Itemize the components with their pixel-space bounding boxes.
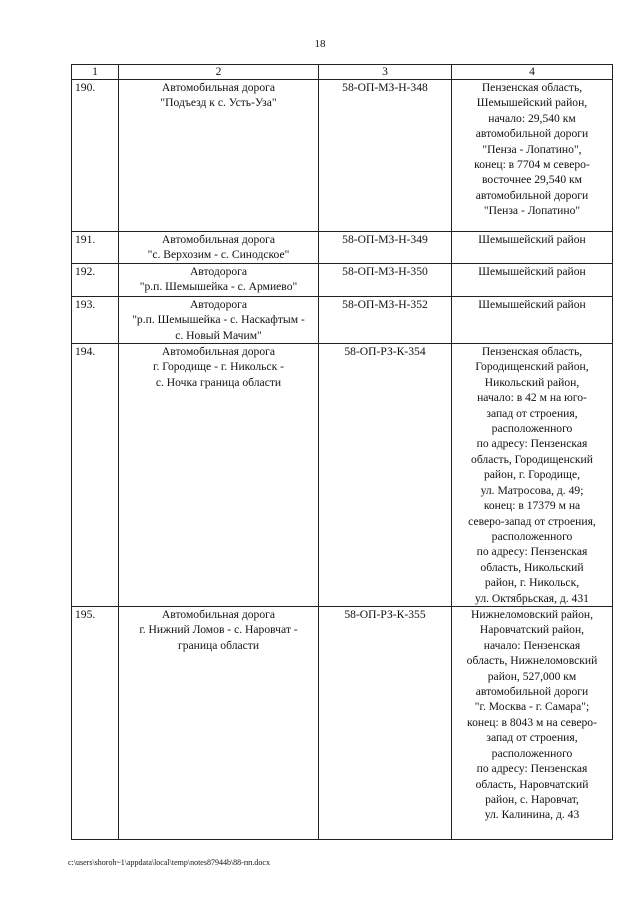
road-location-line: расположенного (491, 422, 573, 436)
road-name-line: Автомобильная дорога (161, 233, 276, 246)
road-location-line: Шемышейский район (478, 264, 586, 278)
header-cell-4: 4 (452, 65, 613, 80)
roads-table (71, 64, 613, 840)
road-name-line: Автомобильная дорога (161, 81, 276, 94)
road-location-line: начало: в 42 м на юго- (477, 391, 587, 405)
road-location-line: конец: в 8043 м на северо- (467, 715, 597, 729)
road-location-line: запад от строения, (486, 406, 578, 420)
road-location-line: конец: в 7704 м северо- (474, 158, 590, 172)
road-location-line: Шемышейский район (478, 297, 586, 311)
road-name-line: граница области (177, 638, 260, 652)
road-name-line: с. Новый Мачим" (175, 328, 262, 342)
road-location-line: ул. Матросова, д. 49; (480, 483, 584, 497)
table-row (72, 80, 613, 232)
road-location-line: Шемышейский район, (476, 96, 588, 110)
road-location-line: Пензенская область, (481, 345, 583, 359)
road-name-line: "р.п. Шемышейка - с. Наскафтым - (132, 313, 305, 327)
road-location (452, 344, 613, 607)
road-location (452, 80, 613, 232)
road-location-line: область, Наровчатский (475, 777, 589, 791)
road-name-line: "р.п. Шемышейка - с. Армиево" (139, 280, 298, 294)
road-location-line: расположенного (491, 746, 573, 760)
road-location-line: автомобильной дороги (475, 685, 589, 699)
road-location-line: "Пенза - Лопатино" (483, 204, 581, 218)
row-number: 193. (72, 296, 119, 343)
road-code: 58-ОП-МЗ-Н-348 (319, 80, 452, 232)
header-cell-2: 2 (119, 65, 319, 80)
road-location-line: Нижнеломовский район, (471, 608, 593, 622)
road-location-line: район, г. Никольск, (484, 576, 580, 590)
road-location-line: район, 527,000 км (487, 669, 577, 683)
road-code: 58-ОП-МЗ-Н-352 (319, 296, 452, 343)
road-name (119, 80, 319, 232)
table-row (72, 232, 613, 264)
table-header-row (72, 65, 613, 80)
table-row (72, 296, 613, 343)
road-location-line: область, Никольский (480, 560, 584, 574)
road-location-line: по адресу: Пензенская (476, 437, 588, 451)
road-location-line: Шемышейский район (478, 233, 586, 246)
road-location-line: Пензенская область, (481, 81, 583, 94)
road-name-line: "с. Верхозим - с. Синодское" (147, 248, 290, 262)
road-location-line: запад от строения, (486, 731, 578, 745)
road-location (452, 263, 613, 296)
page-number: 18 (314, 38, 326, 50)
road-name-line: Автомобильная дорога (161, 345, 276, 359)
road-name (119, 344, 319, 607)
road-name (119, 232, 319, 264)
road-name (119, 607, 319, 840)
road-location-line: район, г. Городище, (483, 468, 580, 482)
row-number: 192. (72, 263, 119, 296)
road-location (452, 607, 613, 840)
road-location-line: район, с. Наровчат, (485, 792, 579, 806)
road-location-line: автомобильной дороги (475, 188, 589, 202)
row-number: 194. (72, 344, 119, 607)
row-number: 191. (72, 232, 119, 264)
road-location-line: восточнее 29,540 км (481, 173, 582, 187)
road-location-line: "г. Москва - г. Самара"; (474, 700, 590, 714)
road-location (452, 296, 613, 343)
road-name-line: Автодорога (189, 264, 248, 278)
road-name-line: Автодорога (189, 297, 248, 311)
road-location-line: ул. Октябрьская, д. 431 (475, 591, 589, 605)
table-row (72, 607, 613, 840)
road-location-line: область, Нижнеломовский (466, 654, 598, 668)
road-location-line: ул. Калинина, д. 43 (484, 808, 580, 822)
road-code: 58-ОП-МЗ-Н-350 (319, 263, 452, 296)
road-location-line: по адресу: Пензенская (476, 762, 588, 776)
road-location-line: северо-запад от строения, (468, 514, 596, 528)
row-number: 190. (72, 80, 119, 232)
road-location-line: автомобильной дороги (475, 127, 589, 141)
road-code: 58-ОП-РЗ-К-354 (319, 344, 452, 607)
road-location-line: область, Городищенский (471, 452, 593, 466)
table-row (72, 263, 613, 296)
footer-file-path: c:\users\shoroh~1\appdata\local\temp\notes87944b\88-пп.docx (68, 858, 270, 867)
road-code: 58-ОП-МЗ-Н-349 (319, 232, 452, 264)
road-name-line: с. Ночка граница области (155, 375, 282, 389)
road-location-line: "Пенза - Лопатино", (482, 142, 582, 156)
road-name (119, 296, 319, 343)
road-location-line: Наровчатский район, (479, 623, 585, 637)
road-location-line: Городищенский район, (475, 360, 589, 374)
road-location-line: начало: 29,540 км (488, 111, 576, 125)
road-location-line: конец: в 17379 м на (483, 499, 581, 513)
road-name-line: Автомобильная дорога (161, 608, 276, 622)
header-cell-1: 1 (72, 65, 119, 80)
road-location-line: расположенного (491, 529, 573, 543)
road-location (452, 232, 613, 264)
road-name-line: г. Нижний Ломов - с. Наровчат - (139, 623, 298, 637)
road-location-line: Никольский район, (484, 375, 580, 389)
road-name (119, 263, 319, 296)
header-cell-3: 3 (319, 65, 452, 80)
road-location-line: по адресу: Пензенская (476, 545, 588, 559)
row-number: 195. (72, 607, 119, 840)
road-location-line: начало: Пензенская (483, 638, 581, 652)
road-code: 58-ОП-РЗ-К-355 (319, 607, 452, 840)
road-name-line: "Подъезд к с. Усть-Уза" (160, 96, 277, 110)
road-name-line: г. Городище - г. Никольск - (153, 360, 284, 374)
table-row (72, 344, 613, 607)
